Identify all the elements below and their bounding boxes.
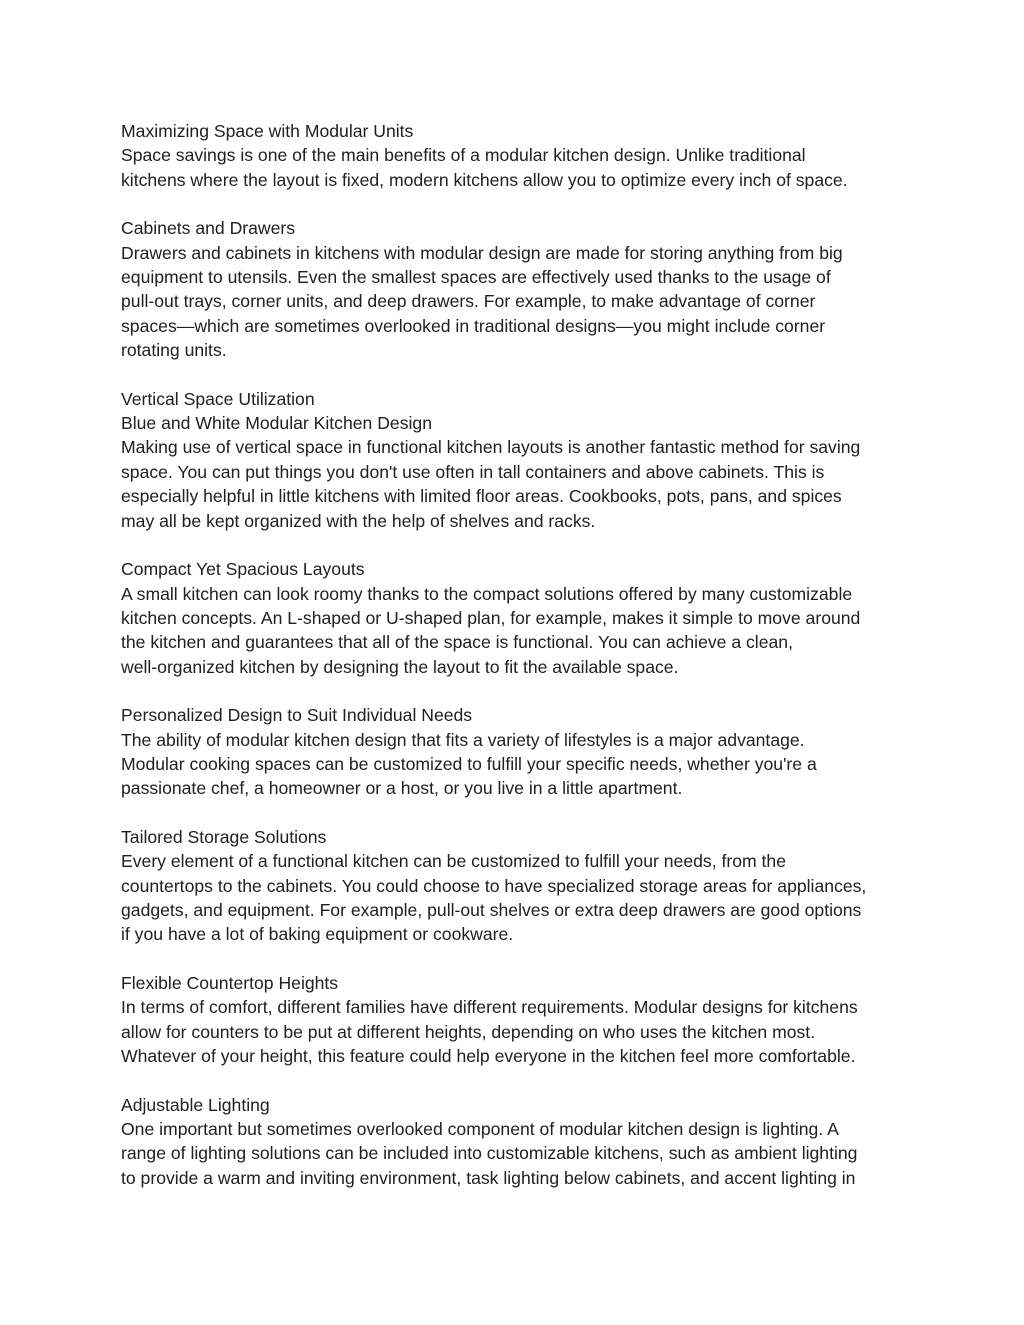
paragraph-line: especially helpful in little kitchens with limited floor areas. Cookbooks, pots, pans, and spices xyxy=(121,486,842,507)
paragraph-line: range of lighting solutions can be included into customizable kitchens, such as ambient lighting xyxy=(121,1143,858,1164)
section-countertop-heights xyxy=(121,971,921,1068)
paragraph-line: well-organized kitchen by designing the layout to fit the available space. xyxy=(121,656,679,677)
paragraph-line: may all be kept organized with the help of shelves and racks. xyxy=(121,510,596,531)
paragraph-line: countertops to the cabinets. You could choose to have specialized storage areas for appliances, xyxy=(121,875,867,896)
paragraph-line: One important but sometimes overlooked component of modular kitchen design is lighting. A xyxy=(121,1119,839,1140)
section-heading: Compact Yet Spacious Layouts xyxy=(121,559,365,580)
section-heading: Flexible Countertop Heights xyxy=(121,973,339,994)
paragraph-line: gadgets, and equipment. For example, pull-out shelves or extra deep drawers are good options xyxy=(121,900,862,920)
paragraph-line: Modular cooking spaces can be customized to fulfill your specific needs, whether you're a xyxy=(121,753,817,774)
paragraph-line: if you have a lot of baking equipment or cookware. xyxy=(121,924,514,945)
section-personalized-design xyxy=(121,703,921,800)
paragraph-line: Whatever of your height, this feature could help everyone in the kitchen feel more comfortable. xyxy=(121,1046,856,1067)
paragraph-line: pull-out trays, corner units, and deep drawers. For example, to make advantage of corner xyxy=(121,291,816,312)
paragraph-line: kitchen concepts. An L-shaped or U-shaped plan, for example, makes it simple to move around xyxy=(121,607,861,628)
section-heading: Vertical Space Utilization xyxy=(121,388,315,409)
paragraph-line: allow for counters to be put at different heights, depending on who uses the kitchen most. xyxy=(121,1021,816,1042)
paragraph-line: The ability of modular kitchen design that fits a variety of lifestyles is a major advantage. xyxy=(121,729,805,750)
paragraph-line: In terms of comfort, different families have different requirements. Modular designs for kitchens xyxy=(121,997,858,1018)
paragraph-line: the kitchen and guarantees that all of the space is functional. You can achieve a clean, xyxy=(121,632,793,653)
paragraph-line: spaces—which are sometimes overlooked in traditional designs—you might include corner xyxy=(121,315,826,336)
paragraph-line: to provide a warm and inviting environment, task lighting below cabinets, and accent lighting in xyxy=(121,1167,856,1188)
paragraph-line: Space savings is one of the main benefits of a modular kitchen design. Unlike traditional xyxy=(121,145,806,166)
section-cabinets-drawers xyxy=(121,216,921,362)
section-maximizing-space xyxy=(121,119,921,192)
paragraph-line: space. You can put things you don't use often in tall containers and above cabinets. This is xyxy=(121,461,825,482)
section-heading: Tailored Storage Solutions xyxy=(121,826,327,847)
paragraph-line: rotating units. xyxy=(121,340,227,361)
section-heading: Cabinets and Drawers xyxy=(121,218,296,239)
section-vertical-space xyxy=(121,387,921,533)
paragraph-line: equipment to utensils. Even the smallest spaces are effectively used thanks to the usage of xyxy=(121,267,831,288)
paragraph-line: Making use of vertical space in functional kitchen layouts is another fantastic method for saving xyxy=(121,437,861,458)
section-heading: Maximizing Space with Modular Units xyxy=(121,121,414,141)
section-tailored-storage xyxy=(121,825,921,947)
section-compact-layouts xyxy=(121,557,921,679)
section-heading: Personalized Design to Suit Individual Needs xyxy=(121,705,473,726)
section-subheading: Blue and White Modular Kitchen Design xyxy=(121,413,432,434)
paragraph-line: Drawers and cabinets in kitchens with modular design are made for storing anything from big xyxy=(121,242,843,263)
paragraph-line: Every element of a functional kitchen can be customized to fulfill your needs, from the xyxy=(121,851,786,872)
paragraph-line: passionate chef, a homeowner or a host, or you live in a little apartment. xyxy=(121,778,683,799)
paragraph-line: A small kitchen can look roomy thanks to the compact solutions offered by many customizable xyxy=(121,583,853,604)
document-page xyxy=(121,119,921,1214)
section-heading: Adjustable Lighting xyxy=(121,1094,270,1115)
paragraph-line: kitchens where the layout is fixed, modern kitchens allow you to optimize every inch of space. xyxy=(121,169,848,190)
section-adjustable-lighting xyxy=(121,1093,921,1190)
